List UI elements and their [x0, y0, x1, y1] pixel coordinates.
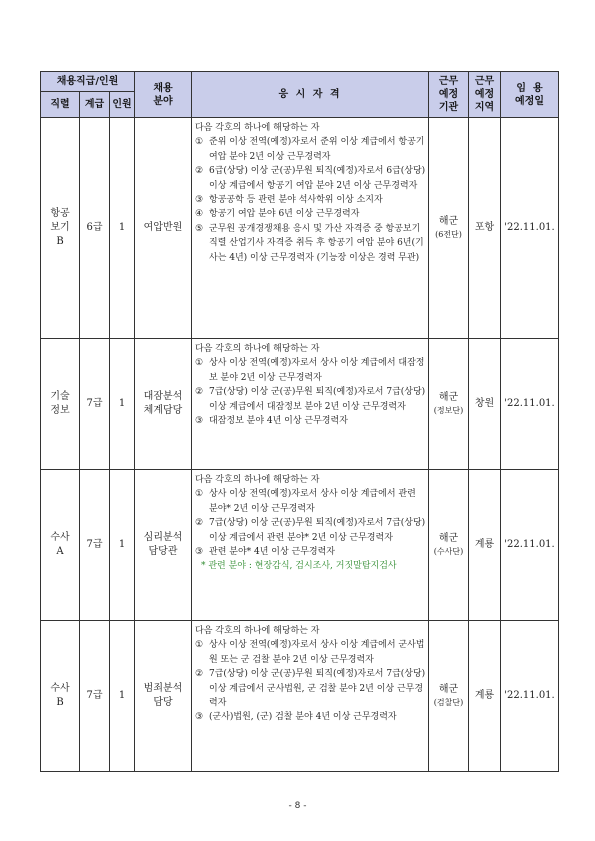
qualification-number: ④ [195, 209, 204, 220]
cell-institution [429, 621, 469, 772]
cell-grade: 7급 [80, 621, 110, 772]
header-date: 임 용 예정일 [501, 72, 559, 118]
cell-field: 심리분석 담당관 [135, 470, 192, 621]
qualification-intro: 다음 각호의 하나에 해당하는 자 [195, 475, 320, 485]
qualification-item [195, 135, 426, 164]
qualification-number: ③ [195, 195, 204, 206]
cell-count: 1 [110, 621, 135, 772]
cell-region: 계룡 [469, 621, 501, 772]
cell-institution [429, 339, 469, 470]
qualification-item [195, 516, 426, 545]
cell-qualifications [192, 621, 429, 772]
cell-qualifications [192, 470, 429, 621]
institution-name: 해군 [438, 684, 459, 695]
qualification-text: 상사 이상 전역(예정)자로서 상사 이상 계급에서 관련 분야* 2년 이상 근무경력자 [209, 489, 416, 514]
header-group: 채용직급/인원 [41, 72, 135, 92]
page-number: - 8 - [288, 801, 307, 811]
qualification-text: 상사 이상 전역(예정)자로서 상사 이상 계급에서 군사법원 또는 군 검찰 분야 2년 이상 근무경력자 [209, 640, 425, 665]
qualification-item [195, 222, 426, 265]
qualification-item [195, 164, 426, 193]
cell-region: 창원 [469, 339, 501, 470]
recruitment-table [40, 71, 559, 772]
qualification-number: ① [195, 358, 204, 369]
qualification-text: 항공공학 등 관련 분야 석사학위 이상 소지자 [209, 195, 383, 206]
qualification-item [195, 193, 426, 207]
qualification-item [195, 667, 426, 710]
qualification-number: ③ [195, 547, 204, 558]
cell-field: 대잠분석 체계담당 [135, 339, 192, 470]
qualification-item [195, 356, 426, 385]
cell-date: '22.11.01. [501, 470, 559, 621]
cell-count: 1 [110, 470, 135, 621]
header-qualifications: 응 시 자 격 [192, 72, 429, 118]
header-region: 근무 예정 지역 [469, 72, 501, 118]
qualification-number: ⑤ [195, 223, 204, 234]
qualification-number: ① [195, 489, 204, 500]
cell-position: 기술 정보 [41, 339, 80, 470]
cell-region: 계룡 [469, 470, 501, 621]
cell-institution [429, 118, 469, 339]
qualification-item [195, 385, 426, 414]
cell-field: 범죄분석 담당 [135, 621, 192, 772]
table-row [41, 118, 559, 339]
qualification-note: * 관련 분야 : 현장감식, 검시조사, 거짓말탐지검사 [201, 561, 397, 572]
qualification-number: ② [195, 669, 204, 680]
cell-position: 수사 A [41, 470, 80, 621]
qualification-item [195, 414, 426, 428]
header-field: 채용 분야 [135, 72, 192, 118]
qualification-text: 준위 이상 전역(예정)자로서 준위 이상 계급에서 항공기 여압 분야 2년 이상 근무경력자 [209, 137, 425, 162]
qualification-item [195, 638, 426, 667]
header-count: 인원 [110, 92, 135, 118]
qualification-number: ③ [195, 712, 204, 723]
qualification-number: ② [195, 518, 204, 529]
qualification-text: 대잠정보 분야 4년 이상 근무경력자 [209, 416, 348, 427]
qualification-text: 관련 분야* 4년 이상 근무경력자 [209, 547, 335, 558]
qualification-item [195, 710, 426, 724]
institution-unit: (정보단) [433, 406, 464, 415]
qualification-number: ③ [195, 416, 204, 427]
institution-unit: (검찰단) [433, 698, 464, 707]
qualification-text: 군무원 공개경쟁채용 응시 및 가산 자격증 중 항공보기 직렬 산업기사 자격증 취득 후 항공기 여압 분야 6년(기사는 4년) 이상 근무경력자 (기능장 이상은 경력 무관) [209, 223, 424, 263]
cell-count: 1 [110, 118, 135, 339]
header-grade: 계급 [80, 92, 110, 118]
qualification-item [195, 487, 426, 516]
cell-position: 항공 보기 B [41, 118, 80, 339]
cell-grade: 6급 [80, 118, 110, 339]
qualification-text: 7급(상당) 이상 군(공)무원 퇴직(예정)자로서 7급(상당) 이상 계급에서 관련 분야* 2년 이상 근무경력자 [209, 518, 426, 543]
table-row [41, 621, 559, 772]
cell-qualifications [192, 118, 429, 339]
institution-unit: (6전단) [435, 230, 462, 239]
institution-name: 해군 [438, 216, 459, 227]
table-row [41, 339, 559, 470]
qualification-intro: 다음 각호의 하나에 해당하는 자 [195, 123, 320, 133]
qualification-number: ② [195, 166, 204, 177]
qualification-intro: 다음 각호의 하나에 해당하는 자 [195, 626, 320, 636]
qualification-number: ① [195, 137, 204, 148]
cell-grade: 7급 [80, 339, 110, 470]
cell-qualifications [192, 339, 429, 470]
cell-institution [429, 470, 469, 621]
institution-unit: (수사단) [433, 547, 464, 556]
qualification-number: ② [195, 387, 204, 398]
qualification-text: 7급(상당) 이상 군(공)무원 퇴직(예정)자로서 7급(상당) 이상 계급에서 대잠정보 분야 2년 이상 근무경력자 [209, 387, 426, 412]
table-row [41, 470, 559, 621]
qualification-intro: 다음 각호의 하나에 해당하는 자 [195, 344, 320, 354]
qualification-text: 6급(상당) 이상 군(공)무원 퇴직(예정)자로서 6급(상당) 이상 계급에서 항공기 여압 분야 2년 이상 근무경력자 [209, 166, 426, 191]
institution-name: 해군 [438, 533, 459, 544]
qualification-text: 상사 이상 전역(예정)자로서 상사 이상 계급에서 대잠정보 분야 2년 이상 근무경력자 [209, 358, 425, 383]
institution-name: 해군 [438, 392, 459, 403]
cell-field: 여압반원 [135, 118, 192, 339]
cell-position: 수사 B [41, 621, 80, 772]
qualification-item [195, 207, 426, 221]
qualification-text: 항공기 여압 분야 6년 이상 근무경력자 [209, 209, 360, 220]
qualification-text: (군사)법원, (군) 검찰 분야 4년 이상 근무경력자 [209, 712, 397, 723]
header-institution: 근무 예정 기관 [429, 72, 469, 118]
header-position: 직렬 [41, 92, 80, 118]
qualification-item [195, 545, 426, 559]
cell-count: 1 [110, 339, 135, 470]
cell-region: 포항 [469, 118, 501, 339]
cell-grade: 7급 [80, 470, 110, 621]
cell-date: '22.11.01. [501, 339, 559, 470]
qualification-number: ① [195, 640, 204, 651]
cell-date: '22.11.01. [501, 118, 559, 339]
cell-date: '22.11.01. [501, 621, 559, 772]
qualification-text: 7급(상당) 이상 군(공)무원 퇴직(예정)자로서 7급(상당) 이상 계급에서 군사법원, 군 검찰 분야 2년 이상 근무경력자 [209, 669, 426, 709]
